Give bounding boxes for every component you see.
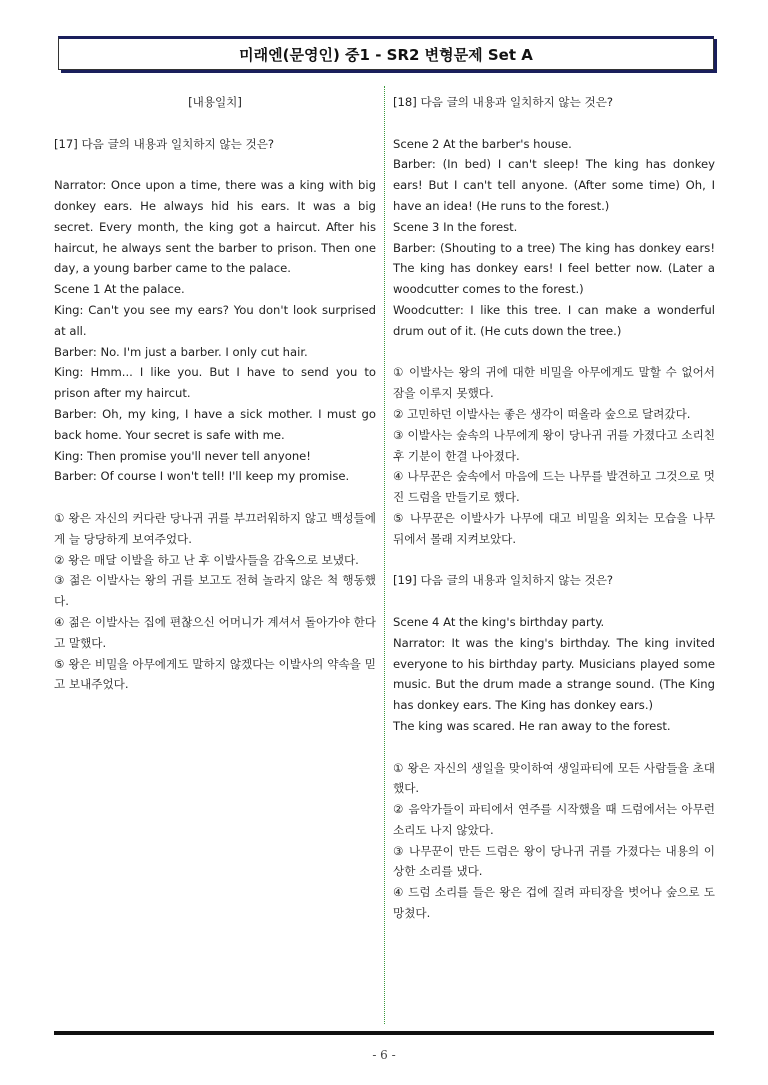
q17-option: ② 왕은 매달 이발을 하고 난 후 이발사들을 감옥으로 보냈다. [54,552,359,567]
question-17-prompt: [17] 다음 글의 내용과 일치하지 않는 것은? [54,136,275,151]
right-column [393,92,715,924]
q17-passage-line: King: Then promise you'll never tell anyone! [54,448,311,463]
left-column [54,92,376,695]
q17-passage-line: Barber: Of course I won't tell! I'll keep my promise. [54,469,350,484]
question-18-prompt: [18] 다음 글의 내용과 일치하지 않는 것은? [393,95,614,109]
footer-rule [54,1031,714,1035]
q18-option: ④ 나무꾼은 숲속에서 마음에 드는 나무를 발견하고 그것으로 멋진 드럼을 만들기로 했다. [393,469,715,505]
q17-option: ⑤ 왕은 비밀을 아무에게도 말하지 않겠다는 이발사의 약속을 믿고 보내주었다. [54,656,376,692]
q17-passage-line: Barber: No. I'm just a barber. I only cut hair. [54,344,308,359]
q18-option: ① 이발사는 왕의 귀에 대한 비밀을 아무에게도 말할 수 없어서 잠을 이루지 못했다. [393,365,715,401]
q19-option: ③ 나무꾼이 만든 드럼은 왕이 당나귀 귀를 가졌다는 내용의 이상한 소리를 냈다. [393,843,715,879]
q17-passage-line: King: Hmm... I like you. But I have to send you to prison after my haircut. [54,365,376,401]
q18-option: ② 고민하던 이발사는 좋은 생각이 떠올라 숲으로 달려갔다. [393,406,691,421]
q18-option: ③ 이발사는 숲속의 나무에게 왕이 당나귀 귀를 가졌다고 소리친 후 기분이 한결 나아졌다. [393,427,715,463]
q18-passage-line: Barber: (Shouting to a tree) The king has donkey ears! The king has donkey ears! I feel better now. (Later a woodcutter comes to the forest.) [393,240,715,297]
page-number: - 6 - [372,1048,396,1062]
q18-passage-line: Barber: (In bed) I can't sleep! The king has donkey ears! But I can't tell anyone. (After some time) Oh, I have an idea! (He runs to the forest.) [393,157,715,213]
page-title: 미래엔(문영인) 중1 - SR2 변형문제 Set A [58,36,714,70]
q17-passage-line: Barber: Oh, my king, I have a sick mother. I must go back home. Your secret is safe with me. [54,406,376,442]
q19-option: ① 왕은 자신의 생일을 맞이하여 생일파티에 모든 사람들을 초대했다. [393,760,715,796]
section-heading: [내용일치] [188,95,242,109]
q18-passage-line: Woodcutter: I like this tree. I can make a wonderful drum out of it. (He cuts down the tree.) [393,302,715,338]
q17-passage-line: Narrator: Once upon a time, there was a king with big donkey ears. He always hid his ears. It was a big secret. Every month, the king got a haircut. After his haircut, he always sent the barber to prison. Then one day, a young barber came to the palace. [54,178,376,276]
column-divider [384,86,385,1024]
q19-option: ② 음악가들이 파티에서 연주를 시작했을 때 드럼에서는 아무런 소리도 나지 않았다. [393,802,715,837]
q18-option: ⑤ 나무꾼은 이발사가 나무에 대고 비밀을 외치는 모습을 나무 뒤에서 몰래 지켜보았다. [393,510,715,546]
q17-passage-line: Scene 1 At the palace. [54,282,185,297]
q19-passage-line: Scene 4 At the king's birthday party. [393,614,605,629]
q17-option: ① 왕은 자신의 커다란 당나귀 귀를 부끄러워하지 않고 백성들에게 늘 당당하게 보여주었다. [54,510,376,546]
q18-passage-line: Scene 3 In the forest. [393,219,518,234]
q17-option: ③ 젊은 이발사는 왕의 귀를 보고도 전혀 놀라지 않은 척 행동했다. [54,573,376,609]
q19-passage-line: The king was scared. He ran away to the forest. [393,718,671,733]
q18-passage-line: Scene 2 At the barber's house. [393,136,572,151]
q19-passage-line: Narrator: It was the king's birthday. The king invited everyone to his birthday party. Musicians played some music. But the drum made a strange sound. (The King has donkey ears. The King has donkey ears.) [393,635,715,713]
q17-passage-line: King: Can't you see my ears? You don't look surprised at all. [54,302,376,338]
q19-option: ④ 드럼 소리를 들은 왕은 겁에 질려 파티장을 벗어나 숲으로 도망쳤다. [393,885,715,921]
q17-option: ④ 젊은 이발사는 집에 편찮으신 어머니가 계셔서 돌아가야 한다고 말했다. [54,614,376,650]
question-19-prompt: [19] 다음 글의 내용과 일치하지 않는 것은? [393,573,614,588]
